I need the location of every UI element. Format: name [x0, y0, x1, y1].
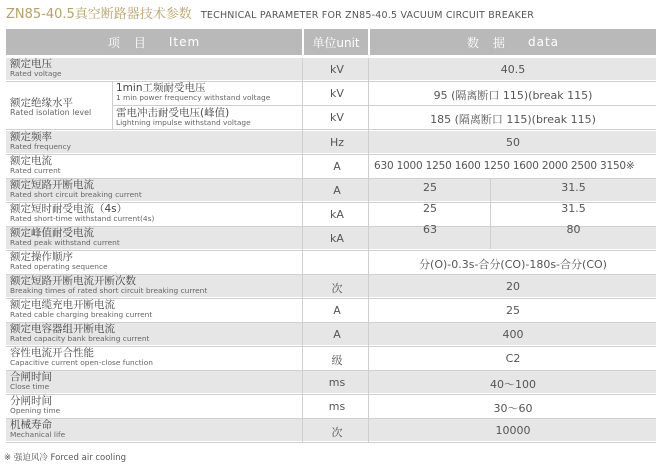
param-label — [10, 348, 153, 367]
unit-cell: 次 — [331, 426, 343, 439]
value-cell: 25 — [506, 304, 520, 317]
param-label-cn: 额定频率 — [10, 131, 52, 143]
param-label — [10, 252, 108, 271]
param-label — [10, 59, 62, 78]
unit-cell: kA — [330, 232, 344, 245]
value-cell: C2 — [505, 352, 521, 365]
unit-cell: kV — [330, 63, 344, 76]
param-label-en: Close time — [10, 382, 50, 391]
sub-param-label-cn: 1min工频耐受电压 — [116, 82, 206, 94]
row-divider — [6, 418, 656, 419]
row-divider — [6, 394, 656, 395]
param-label-en: Rated short circuit breaking current — [10, 190, 142, 199]
row-divider — [6, 370, 656, 371]
value-cell: 30～60 — [493, 402, 533, 415]
row-divider — [6, 346, 656, 347]
param-label — [10, 228, 120, 247]
param-label-cn: 额定电流 — [10, 155, 52, 167]
param-label-cn: 额定电缆充电开断电流 — [10, 299, 115, 311]
value-cell: 20 — [506, 280, 520, 293]
param-label-en: Rated short-time withstand current(4s) — [10, 214, 155, 223]
document-title — [6, 3, 534, 21]
value-cell: 400 — [502, 328, 524, 341]
footnote: ※ 强迫风冷 Forced air cooling — [4, 453, 126, 463]
param-label — [10, 396, 60, 415]
header-unit-label: 单位unit — [312, 35, 360, 50]
param-label-cn: 额定峰值耐受电流 — [10, 227, 94, 239]
param-label-en: Opening time — [10, 406, 61, 415]
row-divider — [6, 129, 656, 130]
sub-param-label-cn: 雷电冲击耐受电压(峰值) — [116, 107, 230, 119]
row-divider — [112, 105, 656, 106]
unit-cell: A — [333, 160, 341, 173]
value-cell: 40.5 — [500, 63, 526, 76]
param-label-en: Rated frequency — [10, 142, 72, 151]
value-cell: 分(O)-0.3s-合分(CO)-180s-合分(CO) — [419, 258, 607, 271]
title-cn: ZN85-40.5真空断路器技术参数 — [6, 7, 192, 22]
unit-cell: ms — [328, 376, 346, 389]
value-cell-a: 25 — [423, 181, 437, 194]
row-divider — [6, 250, 656, 251]
param-label — [10, 204, 154, 223]
param-label-cn: 额定电容器组开断电流 — [10, 323, 115, 335]
sub-param-label-en: 1 min power frequency withstand voltage — [116, 93, 271, 102]
param-label-en: Mechanical life — [10, 430, 66, 439]
param-label-en: Rated isolation level — [10, 108, 92, 117]
param-label-cn: 合闸时间 — [10, 371, 52, 383]
value-cell: 40～100 — [490, 378, 536, 391]
value-cell: 50 — [506, 136, 520, 149]
param-label-en: Rated current — [10, 166, 61, 175]
param-label-cn: 容性电流开合性能 — [10, 347, 94, 359]
header-data — [370, 29, 656, 55]
header-unit — [304, 29, 368, 55]
unit-cell: A — [333, 328, 341, 341]
param-label-cn: 额定短路开断电流开断次数 — [10, 275, 136, 287]
sub-param-label — [116, 108, 251, 127]
param-label-en: Rated cable charging breaking current — [10, 310, 153, 319]
unit-cell: kA — [330, 208, 344, 221]
param-label-cn: 额定电压 — [10, 58, 52, 70]
param-label — [10, 132, 71, 151]
param-label-cn: 额定绝缘水平 — [10, 97, 73, 109]
value-cell: 10000 — [495, 424, 531, 437]
unit-cell: Hz — [329, 136, 345, 149]
value-cell: 95 (隔离断口 115)(break 115) — [433, 89, 593, 102]
row-divider — [6, 81, 656, 82]
sub-param-label — [116, 83, 270, 102]
param-label — [10, 156, 61, 175]
row-divider — [6, 178, 656, 179]
param-label-cn: 机械寿命 — [10, 419, 52, 431]
unit-cell: A — [333, 304, 341, 317]
sub-param-label-en: Lightning impulse withstand voltage — [116, 118, 251, 127]
unit-cell: 次 — [331, 282, 343, 295]
param-label — [10, 98, 91, 117]
unit-cell: ms — [328, 400, 346, 413]
param-label-en: Rated voltage — [10, 69, 62, 78]
param-label-en: Rated peak withstand current — [10, 238, 120, 247]
unit-cell: kV — [330, 111, 344, 124]
title-en: TECHNICAL PARAMETER FOR ZN85-40.5 VACUUM CIRCUIT BREAKER — [200, 10, 535, 21]
value-cell: 630 1000 1250 1600 1250 1600 2000 2500 3150※ — [374, 160, 635, 172]
header-data-en: data — [527, 35, 560, 49]
unit-cell: A — [333, 184, 341, 197]
value-cell-b: 31.5 — [561, 202, 586, 215]
value-cell: 185 (隔离断口 115)(break 115) — [430, 113, 596, 126]
param-label-en: Rated capacity bank breaking current — [10, 334, 150, 343]
param-label — [10, 372, 52, 391]
header-item — [6, 29, 302, 55]
header-item-en: Item — [168, 35, 201, 49]
param-label-en: Capacitive current open-close function — [10, 358, 153, 367]
unit-cell: kV — [330, 87, 344, 100]
value-cell-a: 63 — [423, 223, 437, 236]
header-item-cn: 项 目 — [107, 35, 147, 50]
param-label — [10, 300, 152, 319]
row-divider — [6, 154, 656, 155]
value-cell-b: 80 — [566, 223, 581, 236]
param-label-cn: 分闸时间 — [10, 395, 52, 407]
header-data-cn: 数 据 — [466, 35, 506, 50]
unit-cell: 级 — [331, 354, 343, 367]
param-label — [10, 276, 207, 295]
value-cell-b: 31.5 — [561, 181, 586, 194]
param-label-en: Breaking times of rated short circuit breaking current — [10, 286, 208, 295]
param-label — [10, 180, 142, 199]
param-label — [10, 420, 65, 439]
param-label-en: Rated operating sequence — [10, 262, 108, 271]
param-label-cn: 额定操作顺序 — [10, 251, 73, 263]
param-label — [10, 324, 149, 343]
value-cell-a: 25 — [423, 202, 437, 215]
row-divider — [6, 442, 656, 443]
param-label-cn: 额定短时耐受电流（4s） — [10, 203, 128, 215]
param-label-cn: 额定短路开断电流 — [10, 179, 94, 191]
